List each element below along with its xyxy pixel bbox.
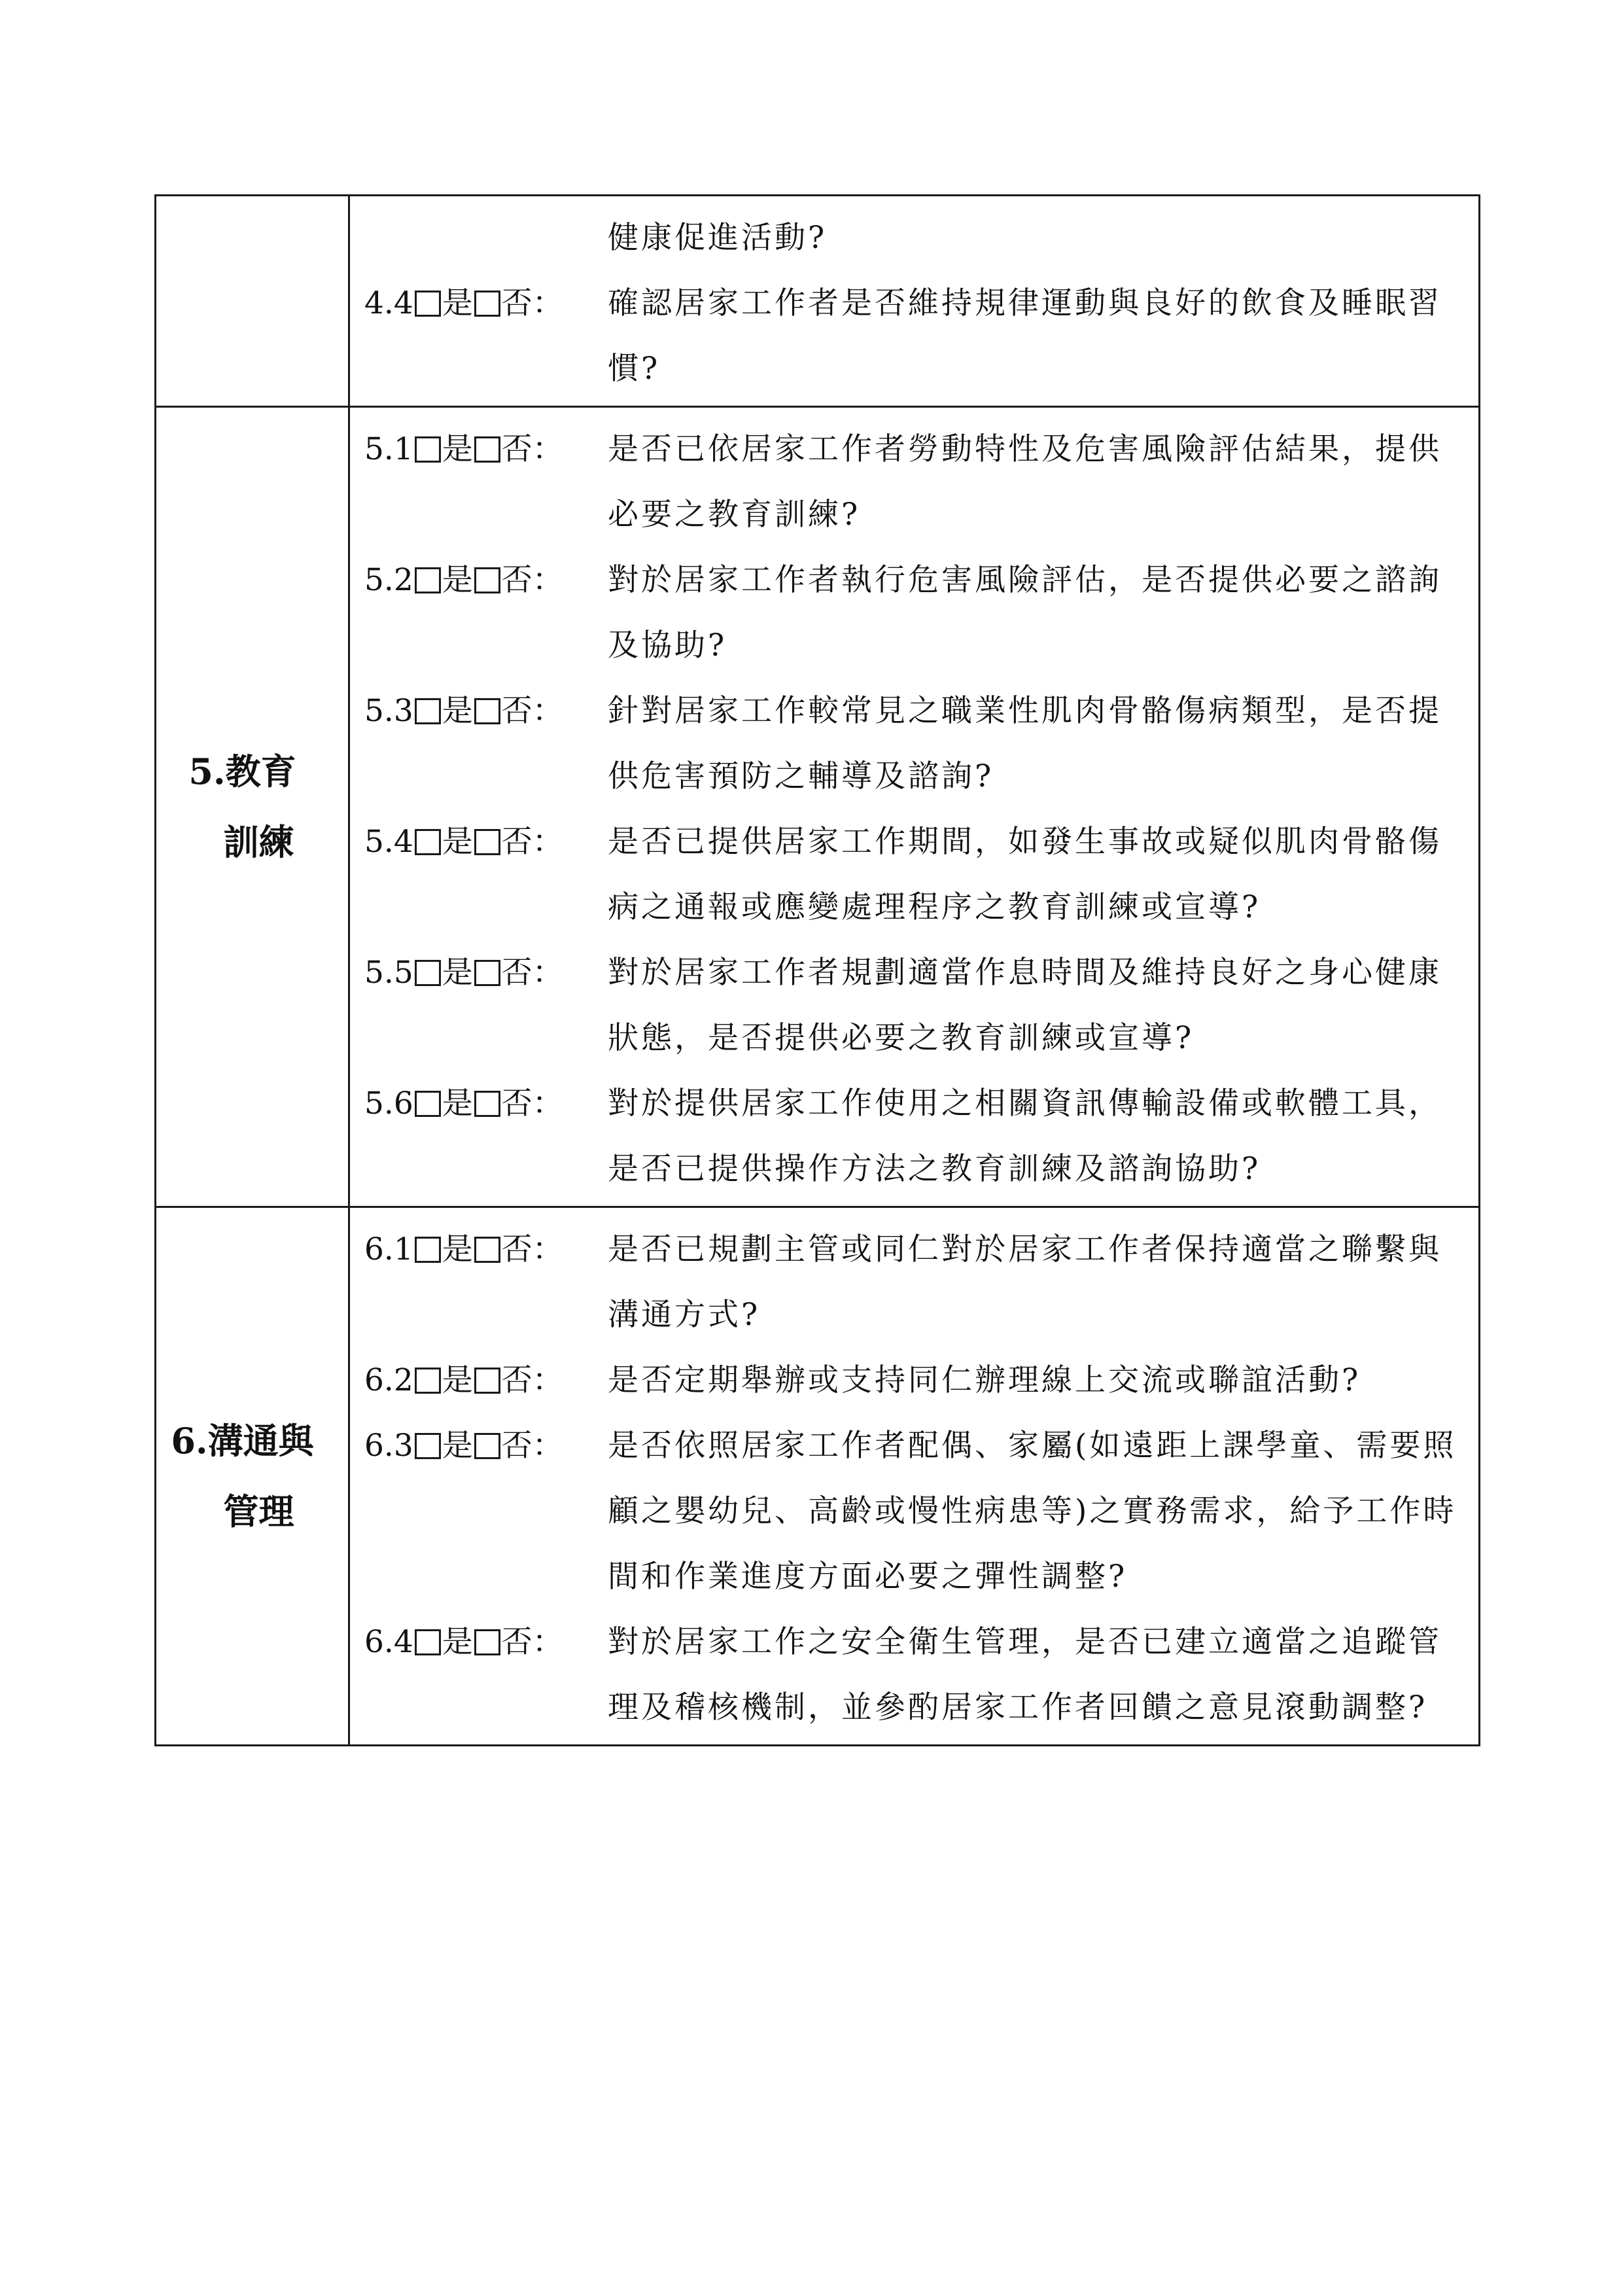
yes-checkbox[interactable] [415,1629,441,1655]
separator: ： [532,1624,563,1660]
yes-label: 是 [442,431,473,467]
item-number: 6.4 [364,1624,413,1660]
yes-checkbox[interactable] [415,829,441,855]
no-label: 否 [501,1624,532,1660]
category-cell-5 [156,407,349,1207]
category-cell-6 [156,1207,349,1746]
section-row-4 [156,196,1480,407]
no-checkbox[interactable] [474,1368,500,1394]
item-question: 是否依照居家工作者配偶、家屬(如遠距上課學童、需要照顧之嬰幼兒、高齡或慢性病患等)之實務需求，給予工作時間和作業進度方面必要之彈性調整? [608,1428,1457,1595]
no-label: 否 [501,1231,532,1267]
item-number: 5.6 [364,1086,413,1122]
yes-label: 是 [442,955,473,991]
item-number: 5.4 [364,824,413,860]
no-label: 否 [501,1362,532,1398]
item-number: 5.1 [364,431,413,467]
yes-checkbox[interactable] [415,567,441,593]
checklist-item-6-3 [364,1413,1459,1610]
no-checkbox[interactable] [474,1091,500,1117]
item-question: 確認居家工作者是否維持規律運動與良好的飲食及睡眠習慣? [608,285,1442,387]
no-label: 否 [501,693,532,729]
yes-checkbox[interactable] [415,1091,441,1117]
no-checkbox[interactable] [474,829,500,855]
items-cell-4 [349,196,1480,407]
yes-checkbox[interactable] [415,291,441,317]
separator: ： [532,1086,563,1122]
no-label: 否 [501,431,532,467]
checklist-table [154,194,1480,1746]
section-row-5 [156,407,1480,1207]
separator: ： [532,824,563,860]
checklist-item-5-3 [364,679,1459,809]
yes-label: 是 [442,1624,473,1660]
item-number: 5.2 [364,562,413,598]
yes-checkbox[interactable] [415,1433,441,1459]
item-number: 6.2 [364,1362,413,1398]
item-number: 5.5 [364,955,413,991]
separator: ： [532,955,563,991]
item-question: 是否定期舉辦或支持同仁辦理線上交流或聯誼活動? [608,1362,1361,1398]
item-number: 4.4 [364,285,413,321]
no-label: 否 [501,1428,532,1464]
item-question: 對於提供居家工作使用之相關資訊傳輸設備或軟體工具，是否已提供操作方法之教育訓練及諮詢協助? [608,1086,1442,1187]
no-label: 否 [501,285,532,321]
checklist-item-5-5 [364,940,1459,1071]
item-number: 6.3 [364,1428,413,1464]
no-checkbox[interactable] [474,436,500,463]
no-label: 否 [501,824,532,860]
checklist-item-6-2 [364,1348,1459,1413]
yes-label: 是 [442,1231,473,1267]
item-question: 是否已規劃主管或同仁對於居家工作者保持適當之聯繫與溝通方式? [608,1231,1442,1333]
yes-label: 是 [442,693,473,729]
yes-label: 是 [442,1086,473,1122]
yes-checkbox[interactable] [415,698,441,724]
item-question: 對於居家工作者規劃適當作息時間及維持良好之身心健康狀態，是否提供必要之教育訓練或宣導? [608,955,1442,1056]
separator: ： [532,1428,563,1464]
item-number: 5.3 [364,693,413,729]
separator: ： [532,562,563,598]
checklist-item-6-1 [364,1217,1459,1348]
no-checkbox[interactable] [474,698,500,724]
no-label: 否 [501,1086,532,1122]
item-number: 6.1 [364,1231,413,1267]
yes-checkbox[interactable] [415,960,441,986]
no-checkbox[interactable] [474,960,500,986]
checklist-item-5-4 [364,809,1459,940]
category-title-line2: 管理 [223,1491,294,1532]
item-question: 對於居家工作之安全衛生管理，是否已建立適當之追蹤管理及稽核機制，並參酌居家工作者回饋之意見滾動調整? [608,1624,1442,1725]
no-checkbox[interactable] [474,1433,500,1459]
item-question: 針對居家工作較常見之職業性肌肉骨骼傷病類型，是否提供危害預防之輔導及諮詢? [608,693,1442,794]
yes-label: 是 [442,1428,473,1464]
yes-label: 是 [442,824,473,860]
items-cell-5 [349,407,1480,1207]
no-label: 否 [501,562,532,598]
item-question: 是否已依居家工作者勞動特性及危害風險評估結果，提供必要之教育訓練? [608,431,1442,533]
checklist-item-5-6 [364,1071,1459,1202]
separator: ： [532,431,563,467]
separator: ： [532,693,563,729]
items-cell-6 [349,1207,1480,1746]
separator: ： [532,1231,563,1267]
section-row-6 [156,1207,1480,1746]
category-title-line1: 6.溝通與 [171,1420,314,1462]
category-title-line2: 訓練 [223,821,294,863]
checklist-item-6-4 [364,1610,1459,1740]
yes-label: 是 [442,562,473,598]
item-question: 對於居家工作者執行危害風險評估，是否提供必要之諮詢及協助? [608,562,1442,663]
yes-checkbox[interactable] [415,1237,441,1263]
category-cell-empty [156,196,349,407]
yes-label: 是 [442,285,473,321]
no-label: 否 [501,955,532,991]
no-checkbox[interactable] [474,1237,500,1263]
checklist-item-4-4 [364,271,1459,402]
separator: ： [532,1362,563,1398]
category-title-line1: 5.教育 [188,751,296,792]
no-checkbox[interactable] [474,567,500,593]
yes-checkbox[interactable] [415,1368,441,1394]
checklist-item-5-2 [364,548,1459,679]
no-checkbox[interactable] [474,291,500,317]
no-checkbox[interactable] [474,1629,500,1655]
yes-label: 是 [442,1362,473,1398]
separator: ： [532,285,563,321]
yes-checkbox[interactable] [415,436,441,463]
continuation-text: 健康促進活動? [608,220,828,256]
checklist-item-5-1 [364,417,1459,548]
item-question: 是否已提供居家工作期間，如發生事故或疑似肌肉骨骼傷病之通報或應變處理程序之教育訓練或宣導? [608,824,1442,925]
